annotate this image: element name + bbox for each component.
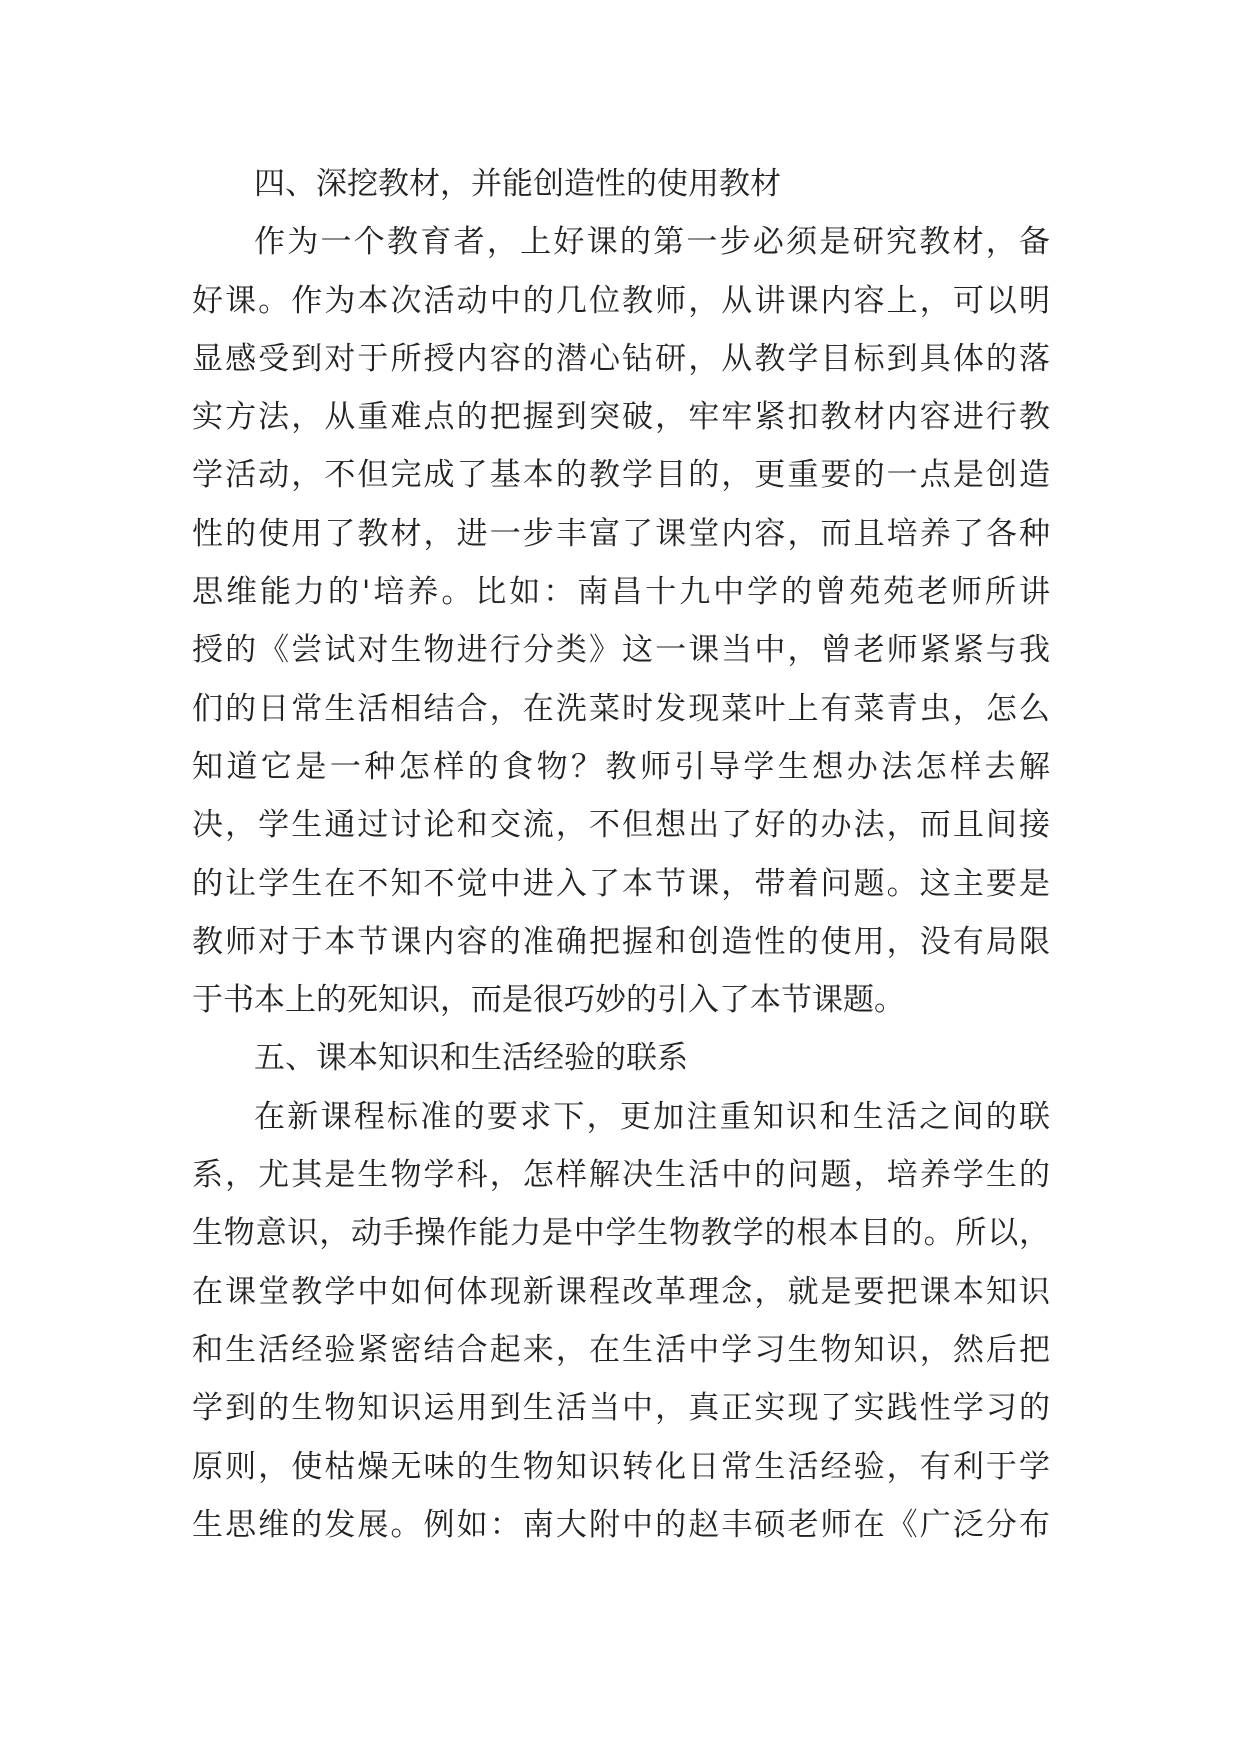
section-heading-4: 四、深挖教材，并能创造性的使用教材	[254, 166, 781, 202]
paragraph-line: 实方法，从重难点的把握到突破，牢牢紧扣教材内容进行教	[192, 399, 1050, 436]
paragraph-line: 生思维的发展。例如：南大附中的赵丰硕老师在《广泛分布	[192, 1506, 1050, 1543]
paragraph-line: 们的日常生活相结合，在洗菜时发现菜叶上有菜青虫，怎么	[192, 690, 1050, 727]
paragraph-line: 和生活经验紧密结合起来，在生活中学习生物知识，然后把	[192, 1331, 1050, 1368]
paragraph-line: 教师对于本节课内容的准确把握和创造性的使用，没有局限	[192, 923, 1050, 960]
paragraph-line: 知道它是一种怎样的食物？教师引导学生想办法怎样去解	[192, 748, 1050, 785]
paragraph-line: 学到的生物知识运用到生活当中，真正实现了实践性学习的	[192, 1390, 1050, 1427]
paragraph-line: 授的《尝试对生物进行分类》这一课当中，曾老师紧紧与我	[192, 632, 1050, 669]
section-heading-5: 五、课本知识和生活经验的联系	[254, 1040, 688, 1077]
paragraph-line: 系，尤其是生物学科，怎样解决生活中的问题，培养学生的	[192, 1157, 1050, 1194]
paragraph-line: 性的使用了教材，进一步丰富了课堂内容，而且培养了各种	[192, 515, 1050, 552]
paragraph-line: 在新课程标准的要求下，更加注重知识和生活之间的联	[254, 1098, 1050, 1135]
paragraph-line: 显感受到对于所授内容的潜心钻研，从教学目标到具体的落	[192, 340, 1050, 377]
paragraph-line: 作为一个教育者，上好课的第一步必须是研究教材，备	[254, 224, 1050, 261]
paragraph-line: 决，学生通过讨论和交流，不但想出了好的办法，而且间接	[192, 807, 1050, 844]
paragraph-line: 于书本上的死知识，而是很巧妙的引入了本节课题。	[192, 982, 905, 1019]
paragraph-line: 的让学生在不知不觉中进入了本节课，带着问题。这主要是	[192, 865, 1050, 902]
document-body	[192, 155, 1050, 1554]
paragraph-line: 好课。作为本次活动中的几位教师，从讲课内容上，可以明	[192, 282, 1050, 319]
paragraph-line: 在课堂教学中如何体现新课程改革理念，就是要把课本知识	[192, 1273, 1050, 1310]
paragraph-line: 思维能力的'培养。比如：南昌十九中学的曾苑苑老师所讲	[192, 574, 1050, 611]
paragraph-line: 生物意识，动手操作能力是中学生物教学的根本目的。所以，	[192, 1215, 1050, 1252]
paragraph-line: 学活动，不但完成了基本的教学目的，更重要的一点是创造	[192, 457, 1050, 494]
paragraph-line: 原则，使枯燥无味的生物知识转化日常生活经验，有利于学	[192, 1448, 1050, 1485]
